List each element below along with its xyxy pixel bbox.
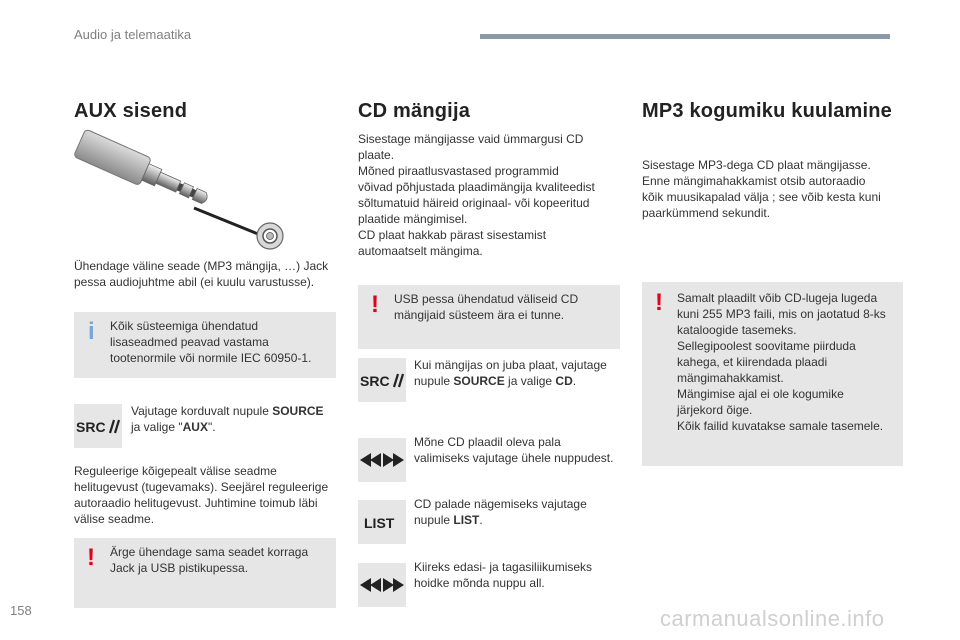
info-icon: i xyxy=(88,318,95,345)
aux-warning-box xyxy=(74,538,336,608)
warning-icon: ! xyxy=(655,289,663,316)
seek-buttons-icon xyxy=(360,452,404,468)
svg-text:SRC: SRC xyxy=(76,419,106,435)
warning-icon: ! xyxy=(87,544,95,571)
cd-seek-buttons xyxy=(358,438,406,482)
cd-list-text: CD palade nägemiseks vajutage nupule LIST. xyxy=(414,497,587,527)
warning-icon: ! xyxy=(371,291,379,318)
fast-forward-rewind-icon xyxy=(360,577,404,593)
cd-seek-text: Mõne CD plaadil oleva pala valimiseks vajutage ühele nuppudest. xyxy=(414,435,614,465)
aux-connect-text: Ühendage väline seade (MP3 mängija, …) Jack pessa audiojuhtme abil (ei kuulu varustusse). xyxy=(74,259,329,289)
mp3-intro-text: Sisestage MP3-dega CD plaat mängijasse. Enne mängimahakkamist otsib autoraadio kõik muusikapalad välja ; see võib kesta kuni paarkümmend sekundit. xyxy=(642,158,881,220)
src-button-icon xyxy=(75,416,121,436)
header-title: Audio ja telemaatika xyxy=(74,27,192,42)
aux-heading: AUX sisend xyxy=(74,100,188,122)
header-bar xyxy=(480,34,890,39)
watermark: carmanualsonline.info xyxy=(660,606,885,631)
mp3-warning-box xyxy=(642,282,903,466)
aux-volume-text: Reguleerige kõigepealt välise seadme helitugevust (tugevamaks). Seejärel reguleerige autoraadio helitugevust. Juhtimine toimub läbi välise seadme. xyxy=(74,464,329,526)
cd-fast-buttons xyxy=(358,563,406,607)
mp3-warning-text: Samalt plaadilt võib CD-lugeja lugeda kuni 255 MP3 faili, mis on jaotatud 8-ks kataloogide tasemeks. Sellegipoolest soovitame piirduda kahega, et kiirendada plaadi mängimahakkamist. Mängimise ajal ei ole kogumike järjekord õige. Kõik failid kuvatakse samale tasemele. xyxy=(677,291,886,433)
aux-src-button xyxy=(74,404,122,448)
cd-src-text: Kui mängijas on juba plaat, vajutage nupule SOURCE ja valige CD. xyxy=(414,358,607,388)
cd-heading: CD mängija xyxy=(358,100,471,122)
mp3-heading: MP3 kogumiku kuulamine xyxy=(642,100,893,122)
cd-src-button xyxy=(358,358,406,402)
aux-info-box xyxy=(74,312,336,378)
cd-warning-text: USB pessa ühendatud väliseid CD mängijaid süsteem ära ei tunne. xyxy=(394,292,579,322)
cd-intro-text: Sisestage mängijasse vaid ümmargusi CD plaate. Mõned piraatlusvastased programmid võivad põhjustada plaadimängija kvaliteedist sõltumatuid häireid originaal- või kopeeritud plaatide mängimisel. CD plaat hakkab pärast sisestamist automaatselt mängima. xyxy=(358,132,595,258)
aux-warning-text: Ärge ühendage sama seadet korraga Jack ja USB pistikupessa. xyxy=(110,545,309,575)
aux-src-text: Vajutage korduvalt nupule SOURCE ja valige "AUX". xyxy=(131,404,324,434)
src-button-icon xyxy=(359,370,405,390)
svg-text:LIST: LIST xyxy=(364,515,395,531)
cd-fast-text: Kiireks edasi- ja tagasiliikumiseks hoidke mõnda nuppu all. xyxy=(414,560,593,590)
cd-list-button xyxy=(358,500,406,544)
page-number: 158 xyxy=(10,603,32,618)
audio-jack-icon xyxy=(74,128,294,253)
svg-text:SRC: SRC xyxy=(360,373,390,389)
list-button-icon xyxy=(362,512,402,532)
cd-warning-box xyxy=(358,285,620,349)
aux-info-text: Kõik süsteemiga ühendatud lisaseadmed peavad vastama tootenormile või normile IEC 60950-1. xyxy=(110,319,312,365)
